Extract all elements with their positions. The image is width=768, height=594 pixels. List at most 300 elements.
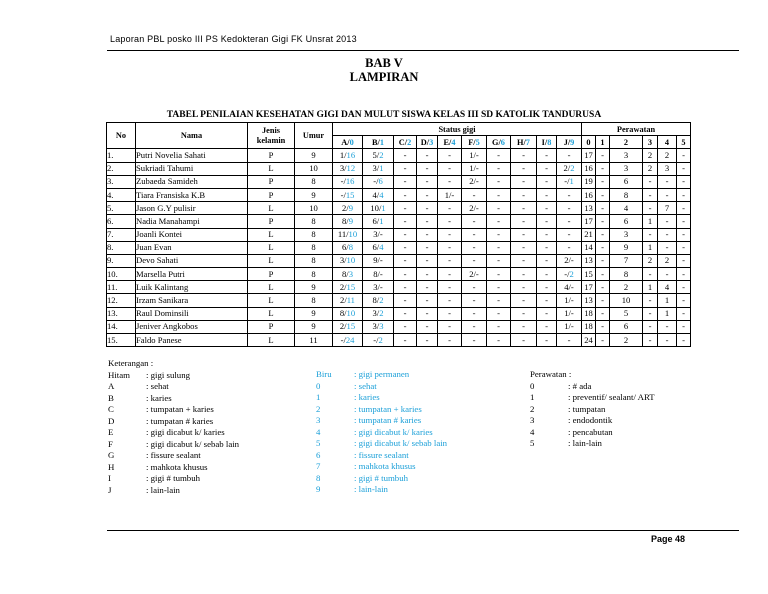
cell-status: -	[462, 188, 487, 201]
cell-status: -	[394, 268, 417, 281]
legend-value: : gigi sulung	[146, 369, 190, 380]
cell-perawatan: 1	[643, 281, 658, 294]
cell-perawatan: -	[658, 188, 677, 201]
cell-status: -	[537, 215, 557, 228]
cell-jenis-kelamin: P	[248, 175, 295, 188]
cell-no: 4.	[107, 188, 136, 201]
legend-key: J	[108, 484, 112, 495]
cell-status: -	[487, 307, 511, 320]
cell-status: -	[394, 228, 417, 241]
cell-status: 3/3	[363, 320, 394, 333]
cell-status: 1/-	[557, 307, 582, 320]
cell-nama: Jason G.Y pulisir	[136, 202, 248, 215]
assessment-table	[106, 122, 691, 347]
cell-perawatan: -	[596, 188, 610, 201]
cell-perawatan: -	[658, 175, 677, 188]
cell-jenis-kelamin: L	[248, 307, 295, 320]
header-status-j: J/9	[557, 136, 582, 149]
cell-status-permanent: 8	[348, 242, 353, 253]
header-status-code: 0	[349, 137, 354, 147]
cell-no: 15.	[107, 334, 136, 347]
cell-status: 8/9	[333, 215, 363, 228]
header-perawatan-2: 2	[610, 136, 643, 149]
table-row	[107, 254, 691, 267]
cell-status: -	[537, 162, 557, 175]
cell-status-permanent: 2	[379, 149, 384, 160]
cell-status: -	[417, 254, 438, 267]
cell-status-permanent: 2	[570, 163, 575, 174]
cell-status: -	[487, 241, 511, 254]
cell-status: -	[511, 307, 537, 320]
table-row	[107, 307, 691, 320]
cell-status: -	[462, 294, 487, 307]
cell-status: -	[487, 320, 511, 333]
header-status-code: 9	[570, 137, 575, 147]
legend-key: 2	[530, 403, 535, 414]
cell-perawatan: 13	[582, 254, 596, 267]
cell-status: -	[417, 175, 438, 188]
legend-row	[530, 404, 655, 416]
cell-jenis-kelamin: P	[248, 268, 295, 281]
legend-value: : tumpatan # karies	[354, 415, 422, 425]
table-row	[107, 320, 691, 333]
header-row	[107, 123, 691, 136]
cell-status: -	[511, 215, 537, 228]
cell-status: -	[438, 307, 462, 320]
legend-row	[530, 427, 655, 439]
cell-status: -/1	[557, 175, 582, 188]
cell-status: -	[537, 188, 557, 201]
header-status-h: H/7	[511, 136, 537, 149]
cell-status: 2/-	[557, 254, 582, 267]
cell-jenis-kelamin: L	[248, 228, 295, 241]
legend-key: G	[108, 450, 115, 460]
cell-no: 9.	[107, 254, 136, 267]
cell-nama: Raul Dominsili	[136, 307, 248, 320]
cell-perawatan: -	[677, 334, 691, 347]
cell-status: -	[537, 294, 557, 307]
cell-status: 2/15	[333, 281, 363, 294]
table-row	[107, 202, 691, 215]
cell-nama: Nadia Manahampi	[136, 215, 248, 228]
cell-perawatan: -	[643, 228, 658, 241]
cell-status: -	[438, 202, 462, 215]
legend-value: : lain-lain	[568, 438, 602, 448]
cell-jenis-kelamin: L	[248, 294, 295, 307]
legend-permanen	[316, 369, 447, 496]
legend-key: 9	[316, 484, 321, 494]
cell-perawatan: -	[596, 241, 610, 254]
chapter-subtitle: LAMPIRAN	[349, 70, 419, 84]
cell-status: -	[394, 188, 417, 201]
legend-key: 8	[316, 472, 321, 483]
cell-status-permanent: 2	[378, 334, 383, 345]
cell-perawatan: 15	[582, 268, 596, 281]
cell-status: 5/2	[363, 149, 394, 162]
legend-key: H	[108, 461, 115, 472]
cell-perawatan: 17	[582, 281, 596, 294]
legend-row	[316, 369, 447, 381]
cell-status: -	[438, 320, 462, 333]
legend-row	[108, 404, 239, 416]
cell-status: -	[537, 241, 557, 254]
legend-value: : pencabutan	[568, 426, 613, 437]
cell-status: -	[417, 241, 438, 254]
cell-status-permanent: 10	[346, 308, 356, 319]
legend-value: : # ada	[568, 380, 592, 391]
cell-perawatan: -	[643, 202, 658, 215]
cell-status: -	[394, 162, 417, 175]
cell-status: -	[557, 241, 582, 254]
cell-perawatan: 16	[582, 162, 596, 175]
cell-status: -	[438, 268, 462, 281]
cell-perawatan: -	[677, 175, 691, 188]
cell-perawatan: 3	[610, 228, 643, 241]
legend-row	[108, 462, 239, 474]
cell-perawatan: 13	[582, 202, 596, 215]
cell-status: 2/9	[333, 202, 363, 215]
legend-key: 3	[530, 415, 535, 425]
cell-status: -	[557, 215, 582, 228]
cell-perawatan: 14	[582, 241, 596, 254]
cell-status: 2/-	[462, 202, 487, 215]
footer-rule	[107, 530, 739, 531]
cell-umur: 8	[295, 254, 333, 267]
cell-status-permanent: 6	[378, 176, 383, 187]
legend-value: : sehat	[146, 381, 169, 391]
cell-status: 1/16	[333, 149, 363, 162]
cell-status: -	[462, 254, 487, 267]
legend-key: 0	[316, 380, 321, 391]
cell-status: -	[438, 162, 462, 175]
cell-perawatan: -	[677, 268, 691, 281]
cell-status: -	[417, 162, 438, 175]
cell-no: 7.	[107, 228, 136, 241]
legend-value: : tumpatan + karies	[146, 404, 214, 414]
cell-status: -	[438, 334, 462, 347]
cell-status: -	[394, 175, 417, 188]
table-row	[107, 268, 691, 281]
cell-perawatan: -	[677, 241, 691, 254]
legend-value: : tumpatan + karies	[354, 403, 422, 414]
cell-no: 13.	[107, 307, 136, 320]
legend-key: 5	[316, 438, 321, 448]
legend-row	[530, 381, 655, 393]
table-row	[107, 215, 691, 228]
cell-perawatan: 6	[610, 320, 643, 333]
cell-umur: 9	[295, 149, 333, 162]
cell-perawatan: -	[643, 175, 658, 188]
cell-perawatan: -	[677, 307, 691, 320]
cell-perawatan: -	[643, 320, 658, 333]
cell-umur: 8	[295, 175, 333, 188]
table-row	[107, 149, 691, 162]
legend-row	[108, 439, 239, 451]
header-status-code: 6	[500, 137, 505, 147]
cell-perawatan: 17	[582, 149, 596, 162]
legend-row	[316, 461, 447, 473]
cell-perawatan: 13	[582, 294, 596, 307]
legend-row	[316, 484, 447, 496]
legend-key: C	[108, 404, 114, 414]
legend-key: 3	[316, 415, 321, 425]
cell-status: 6/1	[363, 215, 394, 228]
cell-jenis-kelamin: L	[248, 281, 295, 294]
legend-row	[316, 450, 447, 462]
cell-nama: Luik Kalintang	[136, 281, 248, 294]
cell-status: 6/4	[363, 241, 394, 254]
table-row	[107, 294, 691, 307]
header-status-g: G/6	[487, 136, 511, 149]
cell-perawatan: -	[677, 188, 691, 201]
cell-status: -	[417, 268, 438, 281]
header-status-code: 2	[407, 137, 412, 147]
legend-value: : gigi # tumbuh	[146, 473, 201, 483]
cell-status: 8/2	[363, 294, 394, 307]
cell-status: 2/-	[462, 175, 487, 188]
cell-status: 1/-	[557, 320, 582, 333]
cell-perawatan: -	[677, 254, 691, 267]
cell-perawatan: 2	[610, 281, 643, 294]
cell-status-permanent: 2	[569, 268, 574, 279]
cell-status: 3/1	[363, 162, 394, 175]
cell-nama: Tiara Fransiska K.B	[136, 188, 248, 201]
cell-status: -	[438, 254, 462, 267]
cell-perawatan: -	[658, 268, 677, 281]
cell-status: -	[462, 281, 487, 294]
cell-status-permanent: 1	[569, 176, 574, 187]
cell-status: 8/3	[333, 268, 363, 281]
legend-row	[316, 427, 447, 439]
cell-perawatan: 2	[643, 162, 658, 175]
legend-row	[108, 393, 239, 405]
cell-status: -	[417, 228, 438, 241]
cell-perawatan: -	[596, 228, 610, 241]
cell-status: -	[462, 320, 487, 333]
legend-value: : preventif/ sealant/ ART	[568, 392, 655, 402]
cell-perawatan: -	[658, 334, 677, 347]
cell-perawatan: 17	[582, 215, 596, 228]
cell-status: -	[394, 334, 417, 347]
table-row	[107, 334, 691, 347]
header-rule	[107, 50, 739, 51]
header-status-code: 3	[429, 137, 434, 147]
legend-row	[316, 415, 447, 427]
cell-perawatan: -	[677, 149, 691, 162]
header-jenis-kelamin: Jenis kelamin	[248, 123, 295, 149]
header-status-i: I/8	[537, 136, 557, 149]
cell-perawatan: -	[596, 254, 610, 267]
cell-status: -	[487, 254, 511, 267]
cell-umur: 8	[295, 294, 333, 307]
cell-status: -/24	[333, 334, 363, 347]
cell-umur: 9	[295, 320, 333, 333]
header-status-gigi: Status gigi	[333, 123, 582, 136]
cell-status-permanent: 16	[345, 176, 355, 187]
cell-status: -	[417, 334, 438, 347]
header-status-code: 4	[451, 137, 456, 147]
page-number: Page 48	[651, 534, 686, 544]
cell-status: -	[394, 149, 417, 162]
cell-perawatan: -	[596, 175, 610, 188]
header-perawatan-0: 0	[582, 136, 596, 149]
cell-jenis-kelamin: L	[248, 202, 295, 215]
cell-status: -	[417, 215, 438, 228]
legend-row	[316, 392, 447, 404]
cell-nama: Putri Novelia Sahati	[136, 149, 248, 162]
cell-umur: 8	[295, 215, 333, 228]
table-title: TABEL PENILAIAN KESEHATAN GIGI DAN MULUT SISWA KELAS III SD KATOLIK TANDURUSA	[166, 110, 602, 120]
cell-status-permanent: 15	[346, 281, 356, 292]
cell-status: 3/-	[363, 228, 394, 241]
cell-status: -	[511, 188, 537, 201]
cell-status: 3/2	[363, 307, 394, 320]
cell-status: 6/8	[333, 241, 363, 254]
cell-status: -	[417, 281, 438, 294]
cell-perawatan: 1	[658, 294, 677, 307]
cell-perawatan: -	[596, 281, 610, 294]
cell-perawatan: -	[596, 202, 610, 215]
cell-perawatan: 16	[582, 188, 596, 201]
legend-key: Hitam	[108, 369, 130, 380]
cell-perawatan: -	[643, 294, 658, 307]
cell-perawatan: 8	[610, 188, 643, 201]
cell-status: 4/-	[557, 281, 582, 294]
cell-no: 12.	[107, 294, 136, 307]
cell-status: -	[487, 162, 511, 175]
legend-key: 5	[530, 438, 535, 448]
cell-status: -	[417, 202, 438, 215]
cell-umur: 10	[295, 162, 333, 175]
cell-perawatan: 4	[610, 202, 643, 215]
legend-key: 4	[530, 426, 535, 437]
header-status-code: 7	[525, 137, 530, 147]
legend-value: : karies	[146, 392, 172, 403]
cell-nama: Devo Sahati	[136, 254, 248, 267]
cell-perawatan: -	[643, 307, 658, 320]
cell-perawatan: -	[596, 307, 610, 320]
cell-status-permanent: 4	[379, 242, 384, 253]
cell-status: -	[438, 175, 462, 188]
legend-key: F	[108, 438, 113, 449]
legend-value: : gigi dicabut k/ karies	[146, 427, 225, 437]
cell-status: -	[462, 241, 487, 254]
header-status-code: 1	[379, 137, 384, 147]
cell-status: -	[511, 281, 537, 294]
cell-status: -	[462, 228, 487, 241]
legend-value: : mahkota khusus	[354, 461, 416, 471]
cell-status: -	[487, 268, 511, 281]
legend-key: 1	[316, 392, 321, 402]
cell-status: -	[394, 254, 417, 267]
cell-perawatan: -	[677, 228, 691, 241]
cell-status: -	[487, 294, 511, 307]
cell-perawatan: -	[677, 202, 691, 215]
cell-status: -	[394, 241, 417, 254]
cell-status: -	[537, 149, 557, 162]
legend-key: D	[108, 415, 115, 426]
legend-row	[108, 485, 239, 497]
cell-perawatan: -	[643, 334, 658, 347]
cell-status: -/2	[363, 334, 394, 347]
cell-status: -	[557, 334, 582, 347]
cell-perawatan: -	[596, 334, 610, 347]
cell-perawatan: 2	[658, 149, 677, 162]
header-perawatan-4: 4	[658, 136, 677, 149]
cell-status: -	[537, 175, 557, 188]
cell-nama: Joanli Kontei	[136, 228, 248, 241]
cell-perawatan: 1	[643, 215, 658, 228]
cell-status: -	[537, 228, 557, 241]
legend-row	[108, 473, 239, 485]
cell-status: -	[487, 281, 511, 294]
cell-perawatan: -	[658, 228, 677, 241]
cell-status: 4/4	[363, 188, 394, 201]
cell-jenis-kelamin: P	[248, 188, 295, 201]
cell-perawatan: 18	[582, 320, 596, 333]
cell-perawatan: -	[596, 149, 610, 162]
cell-perawatan: 6	[610, 215, 643, 228]
cell-status: -	[511, 228, 537, 241]
cell-status: -	[487, 188, 511, 201]
legend-row	[530, 438, 655, 450]
cell-perawatan: 1	[658, 307, 677, 320]
cell-no: 8.	[107, 241, 136, 254]
header-umur: Umur	[295, 123, 333, 149]
cell-status: 1/-	[557, 294, 582, 307]
cell-status-permanent: 2	[379, 295, 384, 306]
legend-key: 4	[316, 426, 321, 437]
cell-perawatan: 7	[610, 254, 643, 267]
cell-perawatan: -	[677, 281, 691, 294]
cell-status-permanent: 3	[379, 321, 384, 332]
cell-status: -	[394, 307, 417, 320]
header-status-code: 5	[475, 137, 480, 147]
legend-value: : gigi dicabut k/ sebab lain	[354, 438, 448, 448]
legend-key: 7	[316, 461, 321, 471]
cell-status: -	[511, 294, 537, 307]
cell-status-permanent: 11	[346, 295, 355, 306]
cell-status: -	[394, 202, 417, 215]
cell-perawatan: 3	[610, 149, 643, 162]
cell-status: -	[557, 228, 582, 241]
cell-umur: 8	[295, 241, 333, 254]
cell-status: -	[511, 320, 537, 333]
cell-status-permanent: 10	[346, 255, 356, 266]
cell-status: -	[394, 320, 417, 333]
cell-perawatan: 3	[658, 162, 677, 175]
cell-nama: Zubaeda Samideh	[136, 175, 248, 188]
cell-status: -/6	[363, 175, 394, 188]
legend-row	[108, 450, 239, 462]
cell-status: 3/-	[363, 281, 394, 294]
cell-jenis-kelamin: L	[248, 241, 295, 254]
cell-status: -	[557, 188, 582, 201]
cell-status: -	[511, 202, 537, 215]
cell-perawatan: -	[658, 320, 677, 333]
header-status-d: D/3	[417, 136, 438, 149]
cell-status: 3/12	[333, 162, 363, 175]
cell-no: 2.	[107, 162, 136, 175]
cell-perawatan: 7	[658, 202, 677, 215]
legend-value: : gigi permanen	[354, 369, 410, 379]
header-perawatan-5: 5	[677, 136, 691, 149]
header-status-code: 8	[547, 137, 552, 147]
legend-value: : lain-lain	[146, 484, 180, 495]
cell-status: -	[511, 334, 537, 347]
cell-perawatan: -	[643, 188, 658, 201]
cell-status: -	[487, 215, 511, 228]
